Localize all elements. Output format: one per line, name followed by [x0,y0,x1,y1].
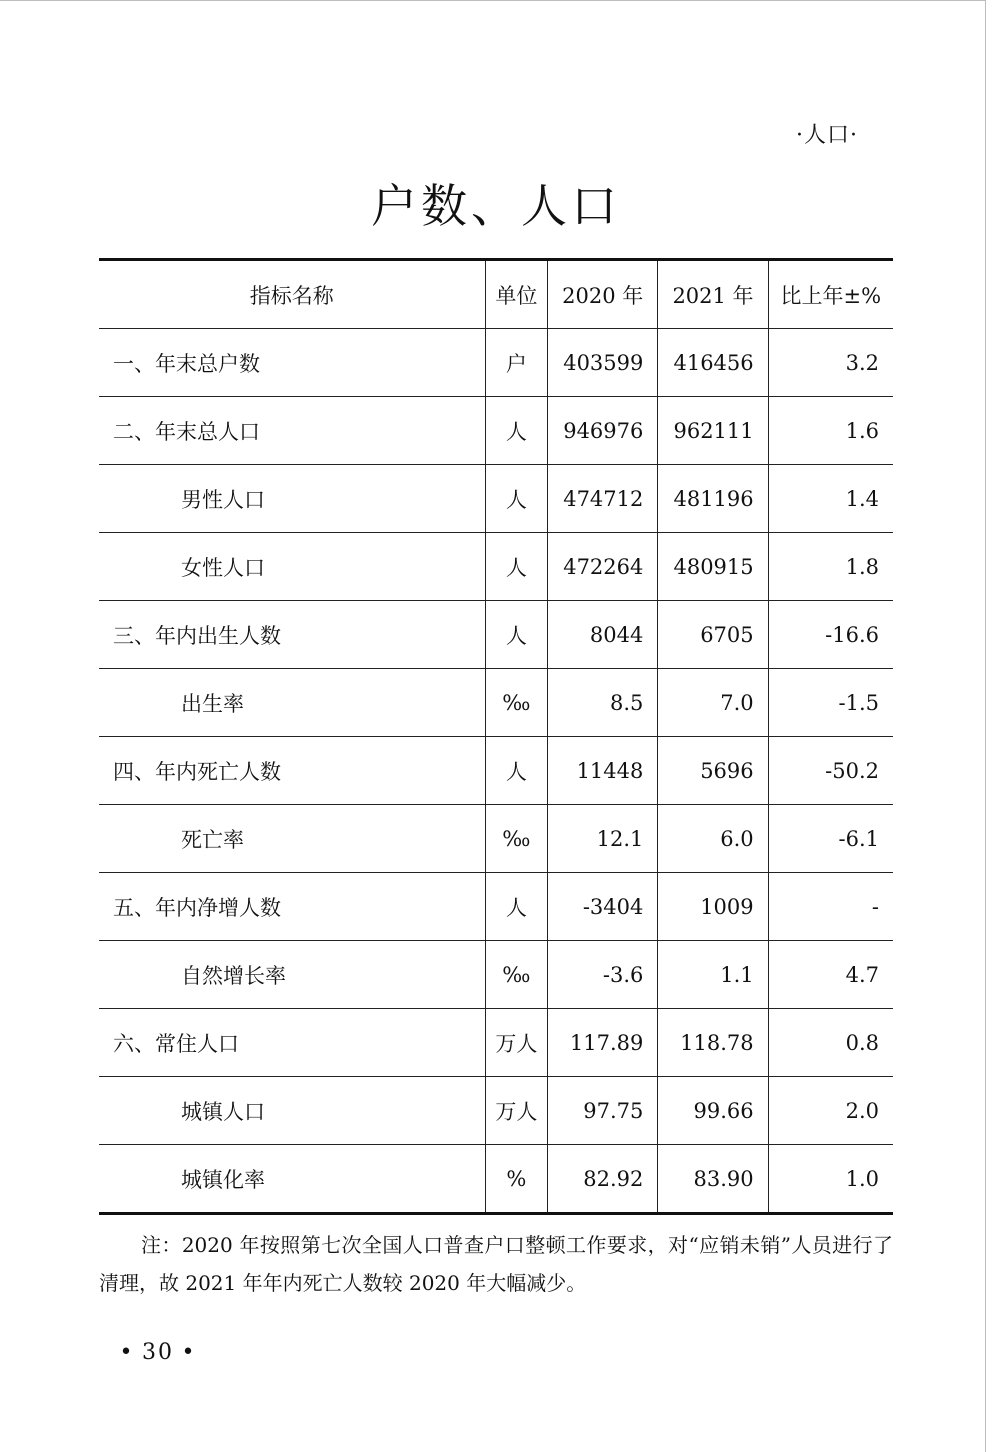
unit-cell: 人 [485,737,548,805]
table-row [99,533,893,601]
unit-cell: 万人 [485,1077,548,1145]
value-2021-cell: 480915 [658,533,768,601]
page-number-value: 30 [142,1340,174,1365]
value-2021-cell: 83.90 [658,1145,768,1214]
indicator-name-cell: 出生率 [99,669,485,737]
table-row [99,465,893,533]
value-2021-cell: 6.0 [658,805,768,873]
indicator-name-cell: 三、年内出生人数 [99,601,485,669]
value-2020-cell: 472264 [548,533,658,601]
header-change: 比上年±% [768,260,893,329]
change-percent-cell: 4.7 [768,941,893,1009]
header-year-2020: 2020 年 [548,260,658,329]
value-2021-cell: 99.66 [658,1077,768,1145]
page-number [112,1340,204,1365]
change-percent-cell: 1.8 [768,533,893,601]
table-row [99,873,893,941]
indicator-name-cell: 死亡率 [99,805,485,873]
table-row [99,669,893,737]
indicator-name-cell: 女性人口 [99,533,485,601]
table-row [99,397,893,465]
unit-cell: 人 [485,397,548,465]
change-percent-cell: -1.5 [768,669,893,737]
table-row [99,1145,893,1214]
change-percent-cell: 1.4 [768,465,893,533]
indicator-name-cell: 五、年内净增人数 [99,873,485,941]
indicator-name-cell: 自然增长率 [99,941,485,1009]
unit-cell: ‰ [485,669,548,737]
table-row [99,1077,893,1145]
table-row [99,737,893,805]
table-header-row [99,260,893,329]
value-2021-cell: 118.78 [658,1009,768,1077]
value-2020-cell: 403599 [548,329,658,397]
table-row [99,1009,893,1077]
unit-cell: 人 [485,533,548,601]
value-2021-cell: 1.1 [658,941,768,1009]
change-percent-cell: 0.8 [768,1009,893,1077]
unit-cell: 万人 [485,1009,548,1077]
value-2021-cell: 416456 [658,329,768,397]
indicator-name-cell: 一、年末总户数 [99,329,485,397]
value-2020-cell: 117.89 [548,1009,658,1077]
indicator-name-cell: 二、年末总人口 [99,397,485,465]
header-unit: 单位 [485,260,548,329]
unit-cell: 人 [485,465,548,533]
indicator-name-cell: 城镇化率 [99,1145,485,1214]
header-indicator-name: 指标名称 [99,260,485,329]
indicator-name-cell: 城镇人口 [99,1077,485,1145]
page-number-dot-left: • [119,1340,135,1365]
value-2020-cell: 474712 [548,465,658,533]
unit-cell: 人 [485,873,548,941]
change-percent-cell: 3.2 [768,329,893,397]
value-2020-cell: 8044 [548,601,658,669]
value-2020-cell: -3.6 [548,941,658,1009]
header-year-2021: 2021 年 [658,260,768,329]
change-percent-cell: -16.6 [768,601,893,669]
page-title: 户数、人口 [371,179,621,233]
change-percent-cell: -50.2 [768,737,893,805]
value-2020-cell: 8.5 [548,669,658,737]
table-row [99,601,893,669]
value-2021-cell: 1009 [658,873,768,941]
value-2020-cell: 82.92 [548,1145,658,1214]
indicator-name-cell: 六、常住人口 [99,1009,485,1077]
section-tag: ·人口· [796,123,858,148]
unit-cell: 户 [485,329,548,397]
change-percent-cell: 1.6 [768,397,893,465]
value-2020-cell: 11448 [548,737,658,805]
unit-cell: ‰ [485,805,548,873]
change-percent-cell: -6.1 [768,805,893,873]
unit-cell: 人 [485,601,548,669]
unit-cell: ‰ [485,941,548,1009]
value-2020-cell: -3404 [548,873,658,941]
value-2021-cell: 6705 [658,601,768,669]
change-percent-cell: 2.0 [768,1077,893,1145]
value-2021-cell: 481196 [658,465,768,533]
value-2021-cell: 962111 [658,397,768,465]
population-table [99,258,893,1215]
value-2020-cell: 97.75 [548,1077,658,1145]
change-percent-cell: - [768,873,893,941]
table-row [99,941,893,1009]
table-row [99,805,893,873]
page-number-dot-right: • [181,1340,197,1365]
value-2021-cell: 7.0 [658,669,768,737]
indicator-name-cell: 四、年内死亡人数 [99,737,485,805]
table-footnote: 注：2020 年按照第七次全国人口普查户口整顿工作要求，对“应销未销”人员进行了清理，故 2021 年年内死亡人数较 2020 年大幅减少。 [99,1233,893,1295]
change-percent-cell: 1.0 [768,1145,893,1214]
value-2020-cell: 946976 [548,397,658,465]
page-edge-top [0,0,986,1]
value-2021-cell: 5696 [658,737,768,805]
indicator-name-cell: 男性人口 [99,465,485,533]
value-2020-cell: 12.1 [548,805,658,873]
table-row [99,329,893,397]
unit-cell: % [485,1145,548,1214]
